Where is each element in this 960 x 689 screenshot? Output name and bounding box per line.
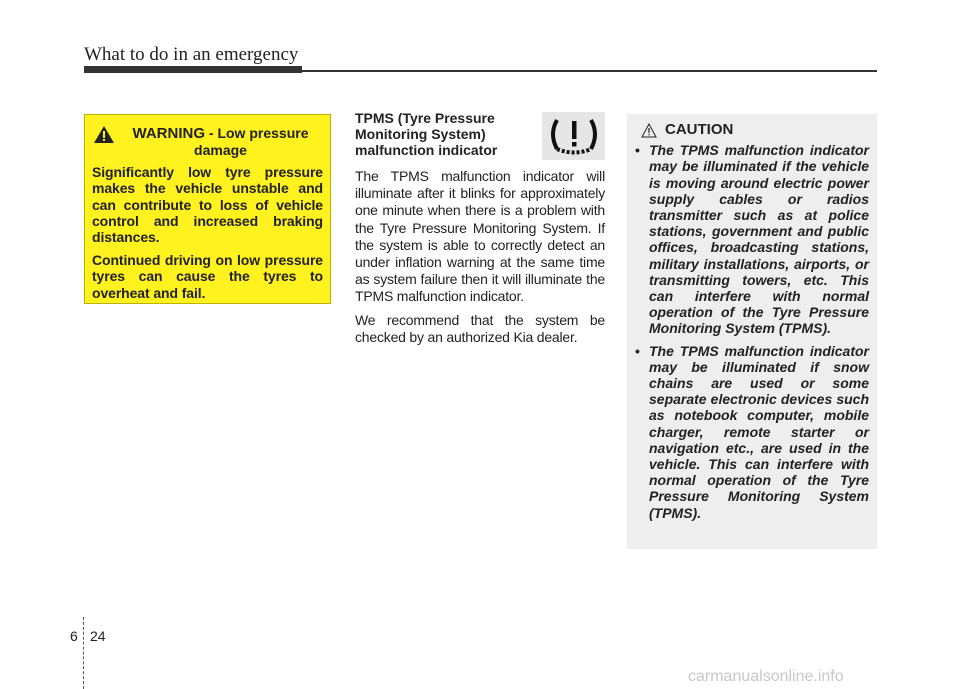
bullet: • — [635, 342, 640, 359]
warning-header — [92, 125, 323, 159]
caution-box — [627, 114, 877, 549]
warning-paragraph-2: Continued driving on low pressure tyres can cause the tyres to overheat and fail. — [92, 251, 323, 301]
caution-item-2 — [635, 343, 869, 521]
bullet: • — [635, 142, 640, 159]
warning-label: WARNING — [132, 125, 206, 142]
header-rule — [84, 70, 877, 72]
footer-page-number: 24 — [90, 628, 106, 644]
tpms-warning-icon — [542, 112, 605, 160]
warning-triangle-icon — [94, 126, 114, 143]
caution-item-text: The TPMS malfunction indicator may be illuminated if the vehicle is moving around electric power supply cables or radios transmitter such as at police stations, government and public offices, broadcasting stations, military installations, airports, or transmitting towers, etc. This can interfere with normal operation of the Tyre Pressure Monitoring System (TPMS). — [649, 142, 869, 337]
warning-subtitle-2: damage — [194, 142, 247, 159]
warning-subtitle: - Low pressure — [205, 125, 309, 141]
caution-label: CAUTION — [665, 121, 734, 138]
watermark: carmanualsonline.info — [688, 668, 844, 685]
page-header-title: What to do in an emergency — [84, 44, 299, 65]
tpms-paragraph-2: We recommend that the system be checked by an authorized Kia dealer. — [355, 311, 605, 345]
tpms-paragraph-1: The TPMS malfunction indicator will illuminate after it blinks for approximately one minute when there is a problem with the Tyre Pressure Monitoring System. If the system is able to correctly detect an under inflation warning at the same time as system failure then it will illuminate the TPMS malfunction indicator. — [355, 168, 605, 305]
caution-item-1 — [635, 142, 869, 336]
tpms-section — [355, 110, 605, 346]
caution-header — [635, 122, 869, 138]
footer-chapter-number: 6 — [70, 628, 78, 644]
warning-title — [118, 125, 323, 159]
footer-divider — [83, 617, 84, 689]
tpms-heading: TPMS (Tyre Pressure Monitoring System) malfunction indicator — [355, 110, 498, 158]
warning-paragraph-1: Significantly low tyre pressure makes the vehicle unstable and can contribute to loss of vehicle control and increased braking distances. — [92, 163, 323, 246]
caution-item-text: The TPMS malfunction indicator may be illuminated if snow chains are used or some separate electronic devices such as notebook computer, mobile charger, remote starter or navigation etc., are used in the vehicle. This can interfere with normal operation of the Tyre Pressure Monitoring System (TPMS). — [649, 342, 869, 521]
warning-box — [84, 114, 331, 304]
caution-triangle-icon — [641, 123, 657, 138]
